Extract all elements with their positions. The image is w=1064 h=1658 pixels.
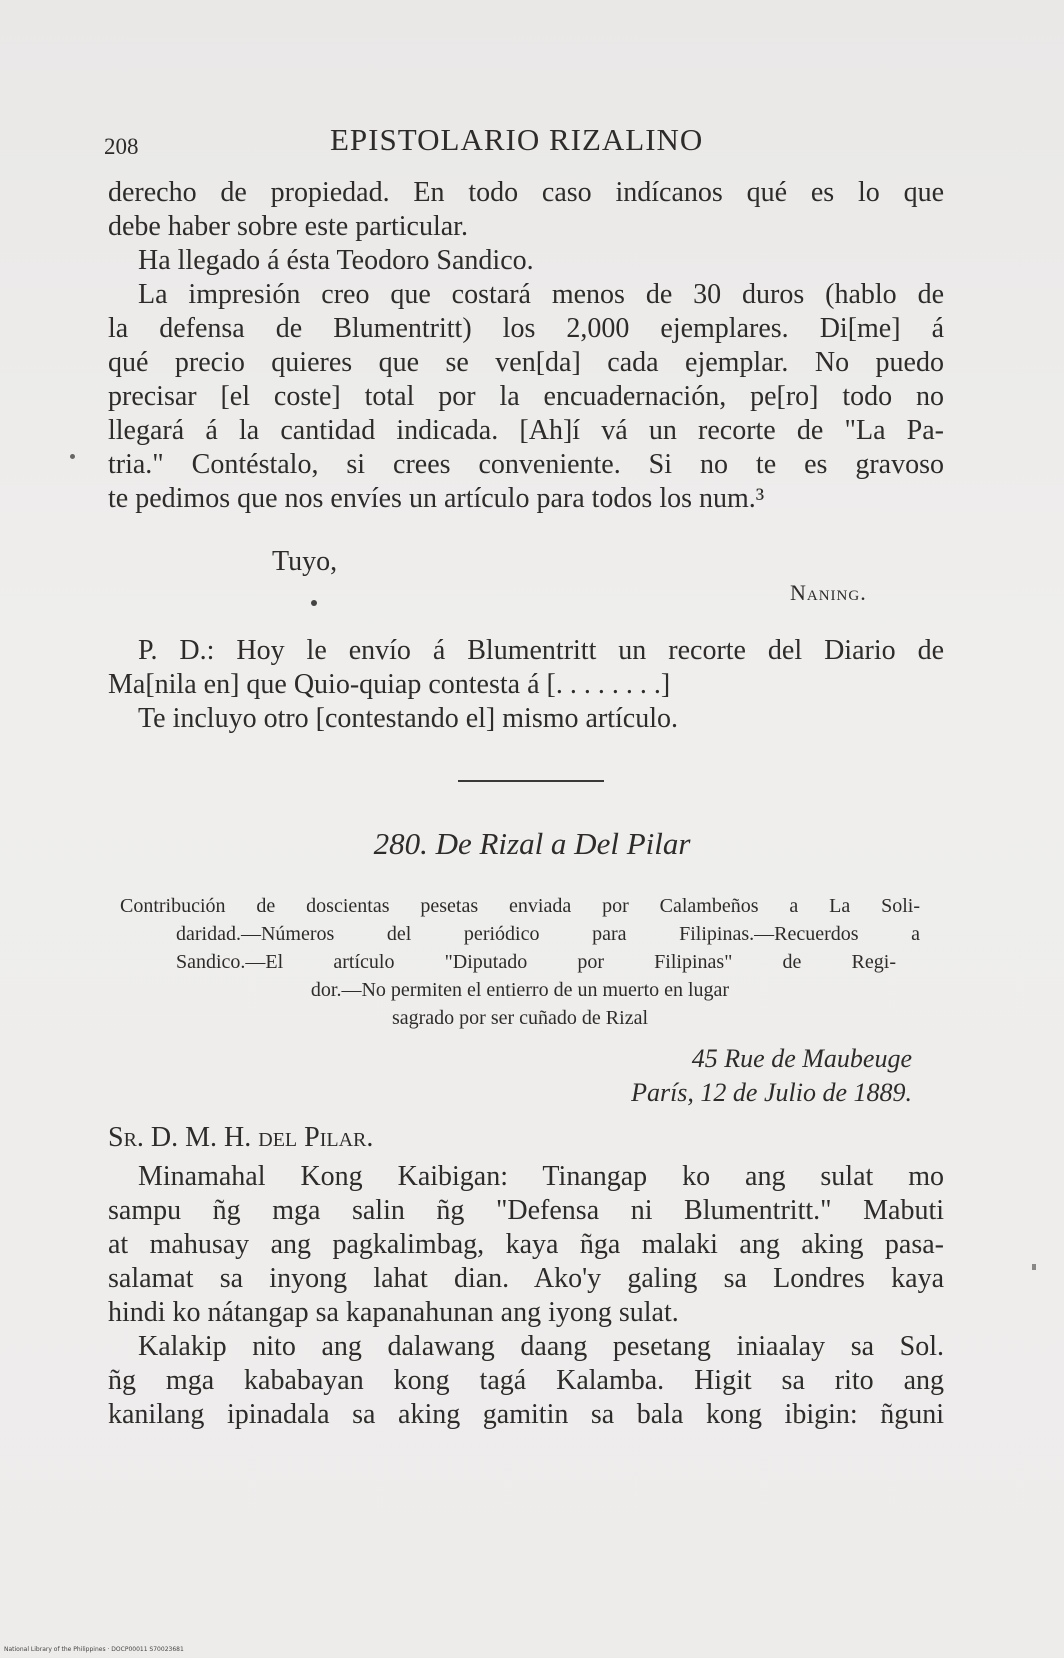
text-line: te pedimos que nos envíes un artículo para todos los num.³ [108,483,765,514]
letter-title: 280. De Rizal a Del Pilar [373,826,691,861]
text-line: La impresión creo que costará menos de 30 duros (hablo de [138,279,944,310]
salutation: Sr. D. M. H. del Pilar. [108,1122,374,1153]
closing: Tuyo, [272,546,338,577]
ink-dot [311,600,317,606]
section-divider [458,780,604,782]
place-and-date [560,1042,912,1110]
text-line: hindi ko nátangap sa kapanahunan ang iyong sulat. [108,1297,679,1328]
letter-body [108,1160,944,1432]
text-line: debe haber sobre este particular. [108,211,468,242]
running-title: EPISTOLARIO RIZALINO [330,122,704,157]
date-line: París, 12 de Julio de 1889. [631,1078,912,1107]
letter-summary [120,892,920,1032]
text-line: Ma[nila en] que Quio-quiap contesta á [. . . . . . . .] [108,669,671,700]
text-line: qué precio quieres que se ven[da] cada ejemplar. No puedo [108,347,944,378]
address-line: 45 Rue de Maubeuge [691,1044,912,1073]
postscript [108,634,944,736]
text-line: derecho de propiedad. En todo caso indícanos qué es lo que [108,177,944,208]
summary-line: Sandico.—El artículo "Diputado por Filipinas" de Regi- [176,951,896,973]
text-line: P. D.: Hoy le envío á Blumentritt un recorte del Diario de [138,635,944,666]
text-line: sampu ñg mga salin ñg "Defensa ni Blumentritt." Mabuti [108,1195,944,1226]
text-line: at mahusay ang pagkalimbag, kaya ñga malaki ang aking pasa- [108,1229,944,1260]
text-line: llegará á la cantidad indicada. [Ah]í vá un recorte de "La Pa- [108,415,944,446]
margin-mark [70,454,75,459]
text-line: salamat sa inyong lahat dian. Ako'y galing sa Londres kaya [108,1263,944,1294]
page-header [100,122,960,162]
margin-mark [1032,1264,1036,1270]
signature: Naning. [790,580,867,605]
text-line: tria." Contéstalo, si crees conveniente. Si no te es gravoso [108,449,944,480]
text-line: Te incluyo otro [contestando el] mismo artículo. [138,703,679,734]
page-number: 208 [104,134,139,159]
text-line: precisar [el coste] total por la encuadernación, pe[ro] todo no [108,381,944,412]
summary-line: daridad.—Números del periódico para Filipinas.—Recuerdos a [176,923,920,945]
scan-footer: National Library of the Philippines · DOCP00011 S70023681 [4,1646,184,1653]
text-line: ñg mga kababayan kong tagá Kalamba. Higit sa rito ang [108,1365,944,1396]
text-line: la defensa de Blumentritt) los 2,000 ejemplares. Di[me] á [108,313,944,344]
summary-line: dor.—No permiten el entierro de un muerto en lugar [310,979,730,1001]
text-line: Ha llegado á ésta Teodoro Sandico. [138,245,534,276]
text-line: Kalakip nito ang dalawang daang pesetang iniaalay sa Sol. [138,1331,944,1362]
summary-line: sagrado por ser cuñado de Rizal [391,1007,648,1029]
text-line: Minamahal Kong Kaibigan: Tinangap ko ang sulat mo [138,1161,944,1192]
summary-line: Contribución de doscientas pesetas enviada por Calambeños a La Soli- [120,895,920,917]
letter-body-continued [108,176,944,516]
text-line: kanilang ipinadala sa aking gamitin sa bala kong ibigin: ñguni [108,1399,944,1430]
